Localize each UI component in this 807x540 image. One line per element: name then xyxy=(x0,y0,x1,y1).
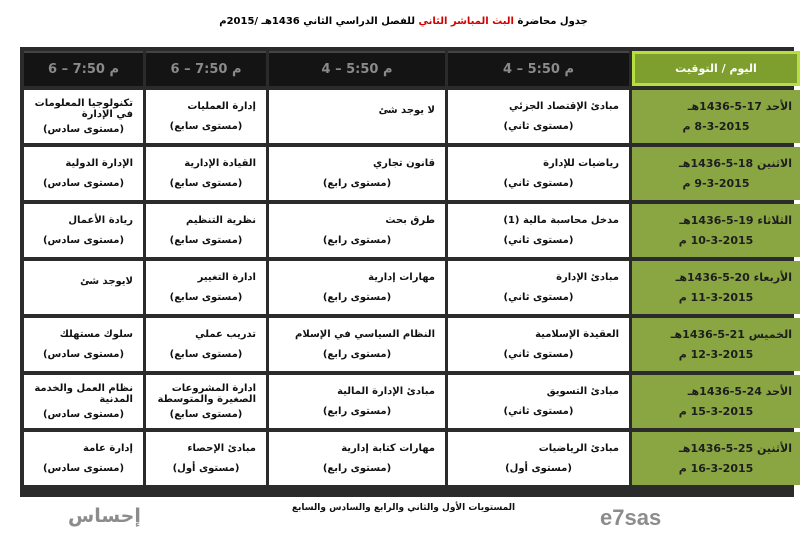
course-name: مبادئ الإقتصاد الجزئي xyxy=(508,101,619,113)
class-cell xyxy=(448,90,629,143)
title-part2: للفصل الدراسي الثاني 1436هـ /2015م xyxy=(219,16,419,27)
course-level: (مستوى ثاني) xyxy=(503,291,574,303)
class-cell xyxy=(448,147,629,200)
class-cell xyxy=(269,204,445,257)
course-name: سلوك مستهلك xyxy=(59,329,133,341)
course-name: ادارة المشروعات الصغيرة والمتوسطة xyxy=(157,382,256,405)
day-hijri: الأربعاء 20-5-1436هـ xyxy=(675,271,792,284)
levels-note: المستويات الأول والثاني والرابع والسادس والسابع xyxy=(291,503,516,513)
day-gregorian: 16-3-2015 م xyxy=(678,462,754,475)
schedule-grid xyxy=(24,51,800,485)
signature-arabic: إحساس xyxy=(68,505,141,527)
course-name: إدارة عامة xyxy=(83,443,133,455)
course-name: نظرية التنظيم xyxy=(185,215,256,227)
course-level: (مستوى سابع) xyxy=(169,348,243,360)
class-cell xyxy=(24,204,143,257)
course-level: (مستوى سابع) xyxy=(169,177,243,189)
course-level: (مستوى سادس) xyxy=(42,462,125,474)
course-level: (مستوى سابع) xyxy=(169,234,243,246)
day-hijri: الخميس 21-5-1436هـ xyxy=(670,328,792,341)
class-cell xyxy=(146,204,266,257)
course-name: ريادة الأعمال xyxy=(68,215,133,227)
course-name: الإدارة الدولية xyxy=(65,158,133,170)
class-cell xyxy=(146,147,266,200)
course-name: لا يوجد شئ xyxy=(378,105,435,116)
day-gregorian: 9-3-2015 م xyxy=(682,177,750,190)
course-level: (مستوى رابع) xyxy=(322,405,392,417)
signature-latin: e7sas xyxy=(600,505,662,530)
course-level: (مستوى رابع) xyxy=(322,462,392,474)
course-name: مبادئ الرياضيات xyxy=(538,443,619,455)
class-cell xyxy=(448,261,629,314)
course-level: (مستوى رابع) xyxy=(322,291,392,303)
class-cell xyxy=(146,375,266,428)
header-day-time: اليوم / التوقيت xyxy=(632,51,800,86)
header-slot-1: 4 – 5:50 م xyxy=(448,51,629,86)
course-name: قانون تجاري xyxy=(373,158,435,170)
course-level: (مستوى ثاني) xyxy=(503,348,574,360)
course-name: مبادئ الإدارة xyxy=(556,272,619,284)
course-name: مدخل محاسبة مالية (1) xyxy=(503,215,619,227)
day-gregorian: 8-3-2015 م xyxy=(682,120,750,133)
course-name: مهارات كتابة إدارية xyxy=(341,443,435,455)
course-name: مبادئ الإحصاء xyxy=(187,443,256,455)
day-gregorian: 15-3-2015 م xyxy=(678,405,754,418)
course-level: (مستوى رابع) xyxy=(322,177,392,189)
class-cell xyxy=(448,204,629,257)
course-name: مبادئ التسويق xyxy=(546,386,619,398)
class-cell xyxy=(448,432,629,485)
class-cell xyxy=(448,318,629,371)
class-cell xyxy=(146,90,266,143)
day-cell xyxy=(632,204,800,257)
schedule-table xyxy=(20,47,794,497)
day-hijri: الأحد 24-5-1436هـ xyxy=(687,385,792,398)
course-name: العقيدة الإسلامية xyxy=(535,329,619,341)
course-name: تكنولوجيا المعلومات في الإدارة xyxy=(34,97,133,120)
day-hijri: الاثنين 18-5-1436هـ xyxy=(679,157,792,170)
class-cell xyxy=(269,432,445,485)
course-level: (مستوى أول) xyxy=(505,462,572,474)
course-level: (مستوى ثاني) xyxy=(503,405,574,417)
course-level: (مستوى سابع) xyxy=(169,409,243,421)
day-cell xyxy=(632,318,800,371)
day-cell xyxy=(632,375,800,428)
class-cell xyxy=(24,318,143,371)
class-cell xyxy=(24,90,143,143)
day-hijri: الأحد 17-5-1436هـ xyxy=(687,100,792,113)
class-cell xyxy=(269,375,445,428)
course-level: (مستوى سابع) xyxy=(169,120,243,132)
day-cell xyxy=(632,147,800,200)
course-level: (مستوى ثاني) xyxy=(503,120,574,132)
course-level: (مستوى ثاني) xyxy=(503,234,574,246)
day-cell xyxy=(632,90,800,143)
day-gregorian: 10-3-2015 م xyxy=(678,234,754,247)
course-level: (مستوى رابع) xyxy=(322,348,392,360)
course-name: مبادئ الإدارة المالية xyxy=(337,386,435,398)
header-slot-3: 6 – 7:50 م xyxy=(146,51,266,86)
class-cell xyxy=(269,90,445,143)
course-level: (مستوى سادس) xyxy=(42,234,125,246)
day-gregorian: 12-3-2015 م xyxy=(678,348,754,361)
class-cell xyxy=(269,261,445,314)
class-cell xyxy=(146,261,266,314)
course-level: (مستوى سادس) xyxy=(42,124,125,136)
course-level: (مستوى سادس) xyxy=(42,348,125,360)
class-cell xyxy=(269,147,445,200)
class-cell xyxy=(146,318,266,371)
course-name: القيادة الإدارية xyxy=(184,158,256,170)
title-part1: جدول محاضرة xyxy=(513,16,588,27)
class-cell xyxy=(24,147,143,200)
course-level: (مستوى ثاني) xyxy=(503,177,574,189)
class-cell xyxy=(24,375,143,428)
course-level: (مستوى سابع) xyxy=(169,291,243,303)
class-cell xyxy=(146,432,266,485)
course-name: تدريب عملي xyxy=(195,329,256,341)
course-level: (مستوى سادس) xyxy=(42,177,125,189)
day-hijri: الثلاثاء 19-5-1436هـ xyxy=(679,214,792,227)
course-name: رياضيات للإدارة xyxy=(543,158,619,170)
course-level: (مستوى رابع) xyxy=(322,234,392,246)
class-cell xyxy=(269,318,445,371)
day-cell xyxy=(632,261,800,314)
course-name: لايوجد شئ xyxy=(80,276,133,287)
course-level: (مستوى أول) xyxy=(172,462,240,474)
title-highlight: البث المباشر الثاني xyxy=(418,16,514,27)
course-name: النظام السياسي في الإسلام xyxy=(295,329,435,341)
page-title xyxy=(0,16,807,27)
class-cell xyxy=(24,261,143,314)
course-name: ادارة التغيير xyxy=(197,272,256,284)
course-name: طرق بحث xyxy=(385,215,435,227)
course-name: مهارات إدارية xyxy=(368,272,435,284)
header-slot-4: 6 – 7:50 م xyxy=(24,51,143,86)
class-cell xyxy=(24,432,143,485)
day-hijri: الأثنين 25-5-1436هـ xyxy=(679,442,792,455)
course-name: إدارة العمليات xyxy=(187,101,256,113)
course-name: نظام العمل والخدمة المدنية xyxy=(34,382,133,405)
day-gregorian: 11-3-2015 م xyxy=(678,291,754,304)
course-level: (مستوى سادس) xyxy=(42,409,125,421)
day-cell xyxy=(632,432,800,485)
class-cell xyxy=(448,375,629,428)
header-slot-2: 4 – 5:50 م xyxy=(269,51,445,86)
